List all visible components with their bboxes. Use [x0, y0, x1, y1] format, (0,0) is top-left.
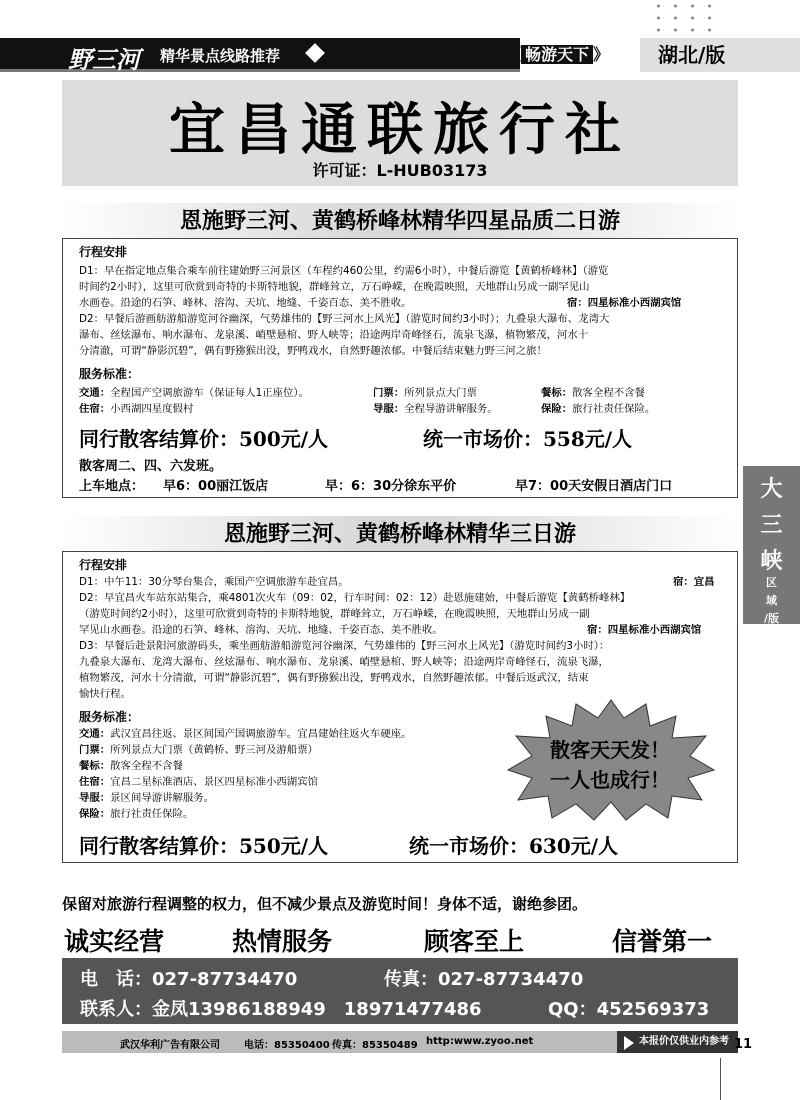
- tour2-itinerary-label: 行程安排: [79, 558, 128, 572]
- tour1-pickup-label: 上车地点：: [79, 479, 145, 494]
- tour2-day2-line1: D2：早宜昌火车站东站集合，乘4801次火车（09：02，行车时间：02：12）赴恩施建始，中餐后游览【黄鹤桥峰林】: [79, 592, 631, 604]
- footer-bar: [62, 1031, 738, 1053]
- tour1-day1-stay: 宿：四星标准小西湖宾馆: [567, 297, 682, 309]
- region-label: 湖北/版: [640, 38, 800, 72]
- page-number: 11: [734, 1037, 753, 1052]
- tour2-service-label: 服务标准：: [79, 710, 140, 724]
- tour2-service-insurance: 保险：旅行社责任保险。: [79, 808, 194, 820]
- footer-note: 本报价仅供业内参考: [617, 1031, 738, 1053]
- tour1-pickup-2: 早：6：30分徐东平价: [325, 479, 457, 494]
- agency-name: 宜昌通联旅行社: [169, 97, 631, 163]
- column-name: 《 畅游天下 》: [505, 45, 610, 64]
- tour1-title: 恩施野三河、黄鹤桥峰林精华四星品质二日游: [62, 203, 738, 239]
- tour2-day3-line1: D3：早餐后赴景阳河旅游码头，乘坐画舫游船游览河谷幽深，气势雄伟的【野三河水上风光】（游览时间约3小时）：: [79, 640, 610, 652]
- slogan-1: 诚实经营: [64, 927, 165, 956]
- tour2-service-meals: 餐标：散客全程不含餐: [79, 760, 183, 772]
- page-divider: [720, 1058, 721, 1100]
- starburst-line2: 一人也成行！: [550, 768, 670, 792]
- tour1-service-meals: 餐标：散客全程不含餐: [541, 387, 645, 399]
- brand-logo: 野三河: [68, 45, 140, 74]
- tour1-service-lodging: 住宿：小西湖四星度假村: [79, 403, 194, 415]
- tour1-day1-line2: 时间约2小时），这里可欣赏到奇特的卡斯特地貌，群峰耸立，万石峥嵘，在晚霞映照，天地群山另成一副罕见山: [79, 281, 590, 293]
- slogan-3: 顾客至上: [424, 927, 525, 956]
- tour2-day2-line2: （游览时间约2小时），这里可欣赏到奇特的卡斯特地貌，群峰耸立，万石峥嵘，在晚霞映照，天地群山另成一副: [79, 608, 590, 620]
- arrow-icon: [624, 1036, 634, 1050]
- tour2-service-guide: 导服：景区间导游讲解服务。: [79, 792, 215, 804]
- starburst-line1: 散客天天发！: [550, 738, 670, 762]
- tour2-service-transport: 交通：武汉宜昌往返、景区间国产国调旅游车。宜昌建始往返火车硬座。: [79, 728, 412, 740]
- tour2-day1: D1：中午11：30分琴台集合，乘国产空调旅游车赴宜昌。: [79, 576, 349, 588]
- notice-text: 保留对旅游行程调整的权力，但不减少景点及游览时间！身体不适，谢绝参团。: [62, 895, 588, 913]
- tour1-service-guide: 导服：全程导游讲解服务。: [373, 403, 498, 415]
- side-title-1: 大: [760, 476, 783, 502]
- tour2-day2-line3: 罕见山水画卷。沿途的石笋、峰林、溶沟、天坑、地缝、千姿百态、美不胜收。: [79, 624, 443, 636]
- footer-fax: 传真：85350489: [332, 1040, 418, 1051]
- tour1-service-transport: 交通：全程国产空调旅游车（保证每人1正座位）。: [79, 387, 310, 399]
- decorative-dot-grid: [650, 0, 720, 36]
- side-title-2: 三: [760, 512, 783, 538]
- tour2-day1-stay: 宿：宜昌: [673, 576, 715, 588]
- tour1-itinerary-label: 行程安排: [79, 245, 128, 259]
- contact-phone: 电 话：027-87734470: [80, 969, 298, 990]
- diamond-icon: [305, 43, 325, 63]
- slogan-4: 信誉第一: [612, 927, 713, 956]
- side-sub-1: 区: [766, 576, 777, 589]
- tour1-market-price: 统一市场价：558元/人: [423, 427, 633, 451]
- brand-subtitle: 精华景点线路推荐: [160, 47, 281, 65]
- tour2-day3-line2: 九叠泉大瀑布、龙湾大瀑布、丝炫瀑布、响水瀑布、龙泉溪、峭壁悬棺、野人峡等；沿途两岸奇峰怪石，流泉飞瀑，: [79, 656, 609, 668]
- tour1-day2-line2: 瀑布、丝炫瀑布、响水瀑布、龙泉溪、峭壁悬棺、野人峡等；沿途两岸奇峰怪石，流泉飞瀑，植物繁茂，河水十: [79, 329, 589, 341]
- tour1-day2-line3: 分清澈，可谓“静影沉碧”，偶有野猕猴出没，野鸭戏水，自然野趣浓郁。中餐后结束魅力野三河之旅！: [79, 345, 547, 357]
- agency-header: [62, 80, 738, 186]
- tour2-service-tickets: 门票：所列景点大门票（黄鹤桥、野三河及游船票）: [79, 744, 318, 756]
- side-title-3: 峡: [760, 548, 783, 574]
- footer-tel: 电话：85350400: [244, 1040, 330, 1051]
- footer-company: 武汉华利广告有限公司: [120, 1040, 220, 1051]
- tour1-service-insurance: 保险：旅行社责任保险。: [541, 403, 656, 415]
- tour2-trade-price: 同行散客结算价：550元/人: [79, 834, 329, 858]
- starburst-text: [520, 735, 700, 795]
- tour1-day2-line1: D2：早餐后游画舫游船游览河谷幽深，气势雄伟的【野三河水上风光】（游览时间约3小时）；九叠泉大瀑布、龙湾大: [79, 313, 610, 325]
- slogans-row: [62, 922, 742, 956]
- tour1-pickup-1: 早6：00丽江饭店: [163, 479, 269, 494]
- top-banner: [0, 38, 800, 72]
- tour1-box: [62, 238, 738, 498]
- tour2-day2-stay: 宿：四星标准小西湖宾馆: [587, 624, 702, 636]
- tour2-market-price: 统一市场价：630元/人: [409, 834, 619, 858]
- tour1-trade-price: 同行散客结算价：500元/人: [79, 427, 329, 451]
- tour2-service-lodging: 住宿：宜昌二星标准酒店、景区四星标准小西湖宾馆: [79, 776, 318, 788]
- side-sub-2: 域: [766, 594, 777, 607]
- contact-box: [62, 958, 738, 1024]
- tour2-day3-line4: 愉快行程。: [79, 688, 131, 700]
- side-sub-3: /版: [763, 612, 780, 625]
- contact-qq: QQ：452569373: [548, 999, 710, 1020]
- tour1-departure-days: 散客周二、四、六发班。: [79, 459, 223, 474]
- tour1-day1-line3: 水画卷。沿途的石笋、峰林、溶沟、天坑、地缝、千姿百态、美不胜收。: [79, 297, 412, 309]
- tour1-pickup-3: 早7：00天安假日酒店门口: [515, 479, 673, 494]
- contact-person: 联系人：金凤13986188949 18971477486: [80, 999, 482, 1020]
- tour1-service-label: 服务标准：: [79, 367, 140, 381]
- contact-fax: 传真：027-87734470: [384, 969, 584, 990]
- tour2-day3-line3: 植物繁茂，河水十分清澈，可谓“静影沉碧”，偶有野猕猴出没，野鸭戏水，自然野趣浓郁。中餐后返武汉，结束: [79, 672, 589, 684]
- tour1-day1-line1: D1：早在指定地点集合乘车前往建始野三河景区（车程约460公里，约需6小时），中餐后游览【黄鹤桥峰林】（游览: [79, 265, 609, 277]
- footer-website: http:www.zyoo.net: [426, 1036, 534, 1047]
- slogan-2: 热情服务: [232, 927, 333, 956]
- tour1-service-tickets: 门票：所列景点大门票: [373, 387, 477, 399]
- license-number: 许可证：L-HUB03173: [312, 161, 488, 180]
- tour2-title: 恩施野三河、黄鹤桥峰林精华三日游: [62, 516, 738, 552]
- top-banner-black-strip: [0, 38, 520, 72]
- side-region-tab: [743, 466, 800, 624]
